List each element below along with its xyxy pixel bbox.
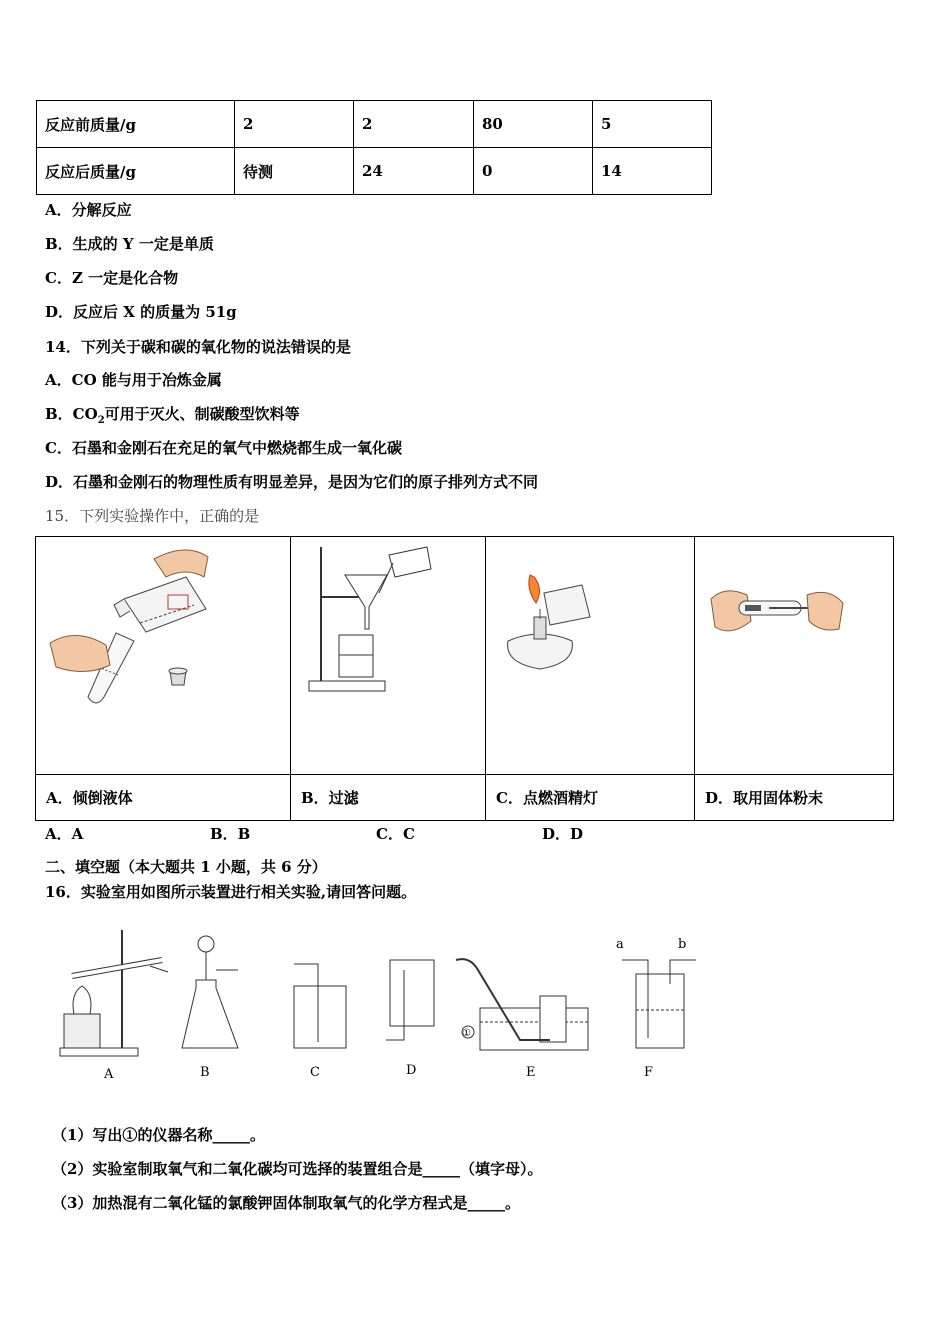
q15-stem: 15．下列实验操作中，正确的是 xyxy=(45,507,260,525)
apparatus-d xyxy=(386,960,434,1078)
q16-sub-1: （1）写出①的仪器名称_____。 xyxy=(52,1126,265,1144)
section-title: 二、填空题（本大题共 1 小题，共 6 分） xyxy=(45,858,327,876)
figure-filtration xyxy=(291,537,486,775)
port-a-label: a xyxy=(616,937,624,952)
alcohol-lamp-illustration xyxy=(486,537,694,770)
q14-stem: 14．下列关于碳和碳的氧化物的说法错误的是 xyxy=(45,338,351,356)
caption-a: A．倾倒液体 xyxy=(36,775,291,821)
label-e: E xyxy=(526,1065,536,1080)
pour-liquid-illustration xyxy=(36,537,290,770)
experiment-table xyxy=(35,536,894,821)
apparatus-f xyxy=(616,937,696,1080)
figure-powder xyxy=(695,537,894,775)
row-label: 反应前质量/g xyxy=(37,101,235,148)
q13-option-a: A．分解反应 xyxy=(45,201,132,219)
q14-option-d: D．石墨和金刚石的物理性质有明显差异，是因为它们的原子排列方式不同 xyxy=(45,473,539,491)
apparatus-e xyxy=(456,959,588,1080)
q14-b-prefix: B．CO xyxy=(45,405,98,423)
q13-option-c: C．Z 一定是化合物 xyxy=(45,269,179,287)
row-label: 反应后质量/g xyxy=(37,148,235,195)
table-cell: 待测 xyxy=(235,148,354,195)
q16-sub-2: （2）实验室制取氧气和二氧化碳均可选择的装置组合是_____（填字母）。 xyxy=(52,1160,543,1178)
port-b-label: b xyxy=(678,937,687,952)
powder-illustration xyxy=(695,537,893,770)
apparatus-a xyxy=(60,930,168,1082)
label-c: C xyxy=(310,1065,320,1080)
mass-table xyxy=(36,100,712,195)
q16-sub-3: （3）加热混有二氧化锰的氯酸钾固体制取氧气的化学方程式是_____。 xyxy=(52,1194,520,1212)
q14-b-suffix: 可用于灭火、制碳酸型饮料等 xyxy=(104,405,300,423)
q14-b-subscript: 2 xyxy=(97,415,105,426)
q14-option-b xyxy=(45,403,300,426)
table-cell: 80 xyxy=(474,101,593,148)
q15-answer-b: B．B xyxy=(210,825,251,843)
label-b: B xyxy=(200,1065,210,1080)
circle-marker: ① xyxy=(462,1028,471,1039)
table-row xyxy=(37,101,712,148)
table-cell: 14 xyxy=(593,148,712,195)
caption-b: B．过滤 xyxy=(291,775,486,821)
q14-option-a: A．CO 能与用于冶炼金属 xyxy=(45,371,222,389)
table-cell: 2 xyxy=(235,101,354,148)
label-d: D xyxy=(406,1063,417,1078)
table-cell: 5 xyxy=(593,101,712,148)
q15-answer-a: A．A xyxy=(45,825,84,843)
q14-option-c: C．石墨和金刚石在充足的氧气中燃烧都生成一氧化碳 xyxy=(45,439,402,457)
label-a: A xyxy=(104,1067,114,1082)
table-cell: 24 xyxy=(354,148,474,195)
apparatus-diagram xyxy=(50,930,710,1090)
table-cell: 2 xyxy=(354,101,474,148)
filtration-illustration xyxy=(291,537,485,770)
figure-pour-liquid xyxy=(36,537,291,775)
q15-answer-d: D．D xyxy=(542,825,584,843)
q15-answer-c: C．C xyxy=(376,825,415,843)
label-f: F xyxy=(644,1065,654,1080)
figure-light-lamp xyxy=(486,537,695,775)
table-row xyxy=(37,148,712,195)
caption-d: D．取用固体粉末 xyxy=(695,775,894,821)
caption-c: C．点燃酒精灯 xyxy=(486,775,695,821)
q13-option-d: D．反应后 X 的质量为 51g xyxy=(45,303,237,321)
apparatus-b xyxy=(182,936,238,1080)
q16-stem: 16．实验室用如图所示装置进行相关实验,请回答问题。 xyxy=(45,883,417,901)
apparatus-c xyxy=(294,964,346,1080)
q13-option-b: B．生成的 Y 一定是单质 xyxy=(45,235,214,253)
table-cell: 0 xyxy=(474,148,593,195)
